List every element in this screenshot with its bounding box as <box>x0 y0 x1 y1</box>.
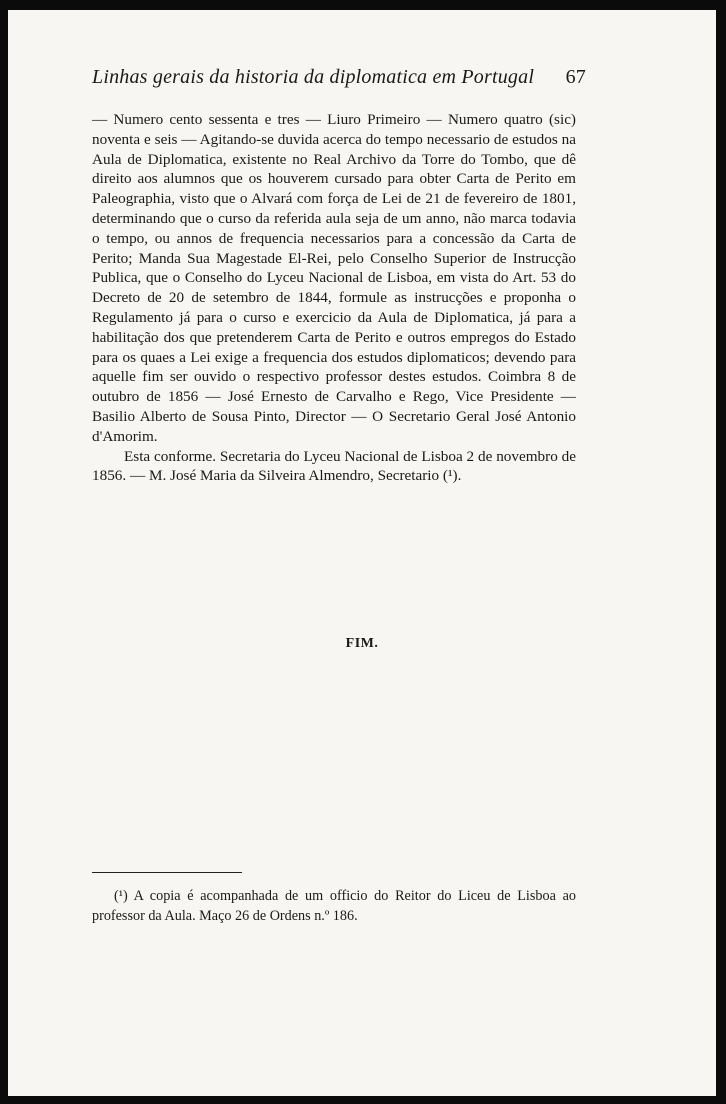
paragraph-certification: Esta conforme. Secretaria do Lyceu Nacional de Lisboa 2 de novembro de 1856. — M. José Maria da Silveira Almendro, Secretario (¹). <box>92 447 576 485</box>
end-marker: FIM. <box>345 636 379 651</box>
footnote-rule <box>92 872 242 873</box>
book-page <box>8 10 716 1096</box>
footnote-text: (¹) A copia é acompanhada de um officio do Reitor do Liceu de Lisboa ao professor da Aula. Maço 26 de Ordens n.º 186. <box>92 888 576 924</box>
paragraph-decree: — Numero cento sessenta e tres — Liuro Primeiro — Numero quatro (sic) noventa e seis — Agitando-se duvida acerca do tempo necessario de estudos na Aula de Diplomatica, existente no Real Archivo da Torre do Tombo, que dê direito aos alumnos que os houverem cursado para obter Carta de Perito em Paleographia, visto que o Alvará com força de Lei de 21 de fevereiro de 1801, determinando que o curso da referida aula seja de um anno, não marca todavia o tempo, ou annos de frequencia necessarios para a concessão da Carta de Perito; Manda Sua Magestade El-Rei, pelo Conselho Superior de Instrucção Publica, que o Conselho do Lyceu Nacional de Lisboa, em vista do Art. 53 do Decreto de 20 de setembro de 1844, formule as instrucções e proponha o Regulamento já para o curso e exercicio da Aula de Diplomatica, já para a habilitação dos que pretenderem Carta de Perito e outros empregos do Estado para os quaes a Lei exige a frequencia dos estudos diplomaticos; devendo para aquelle fim ser ouvido o respectivo professor destes estudos. Coimbra 8 de outubro de 1856 — José Ernesto de Carvalho e Rego, Vice Presidente — Basilio Alberto de Sousa Pinto, Director — O Secretario Geral José Antonio d'Amorim. <box>92 111 576 445</box>
footnote <box>92 886 576 926</box>
running-title: Linhas gerais da historia da diplomatica em Portugal <box>92 66 535 88</box>
page-number: 67 <box>565 66 586 88</box>
body-text <box>92 110 576 486</box>
